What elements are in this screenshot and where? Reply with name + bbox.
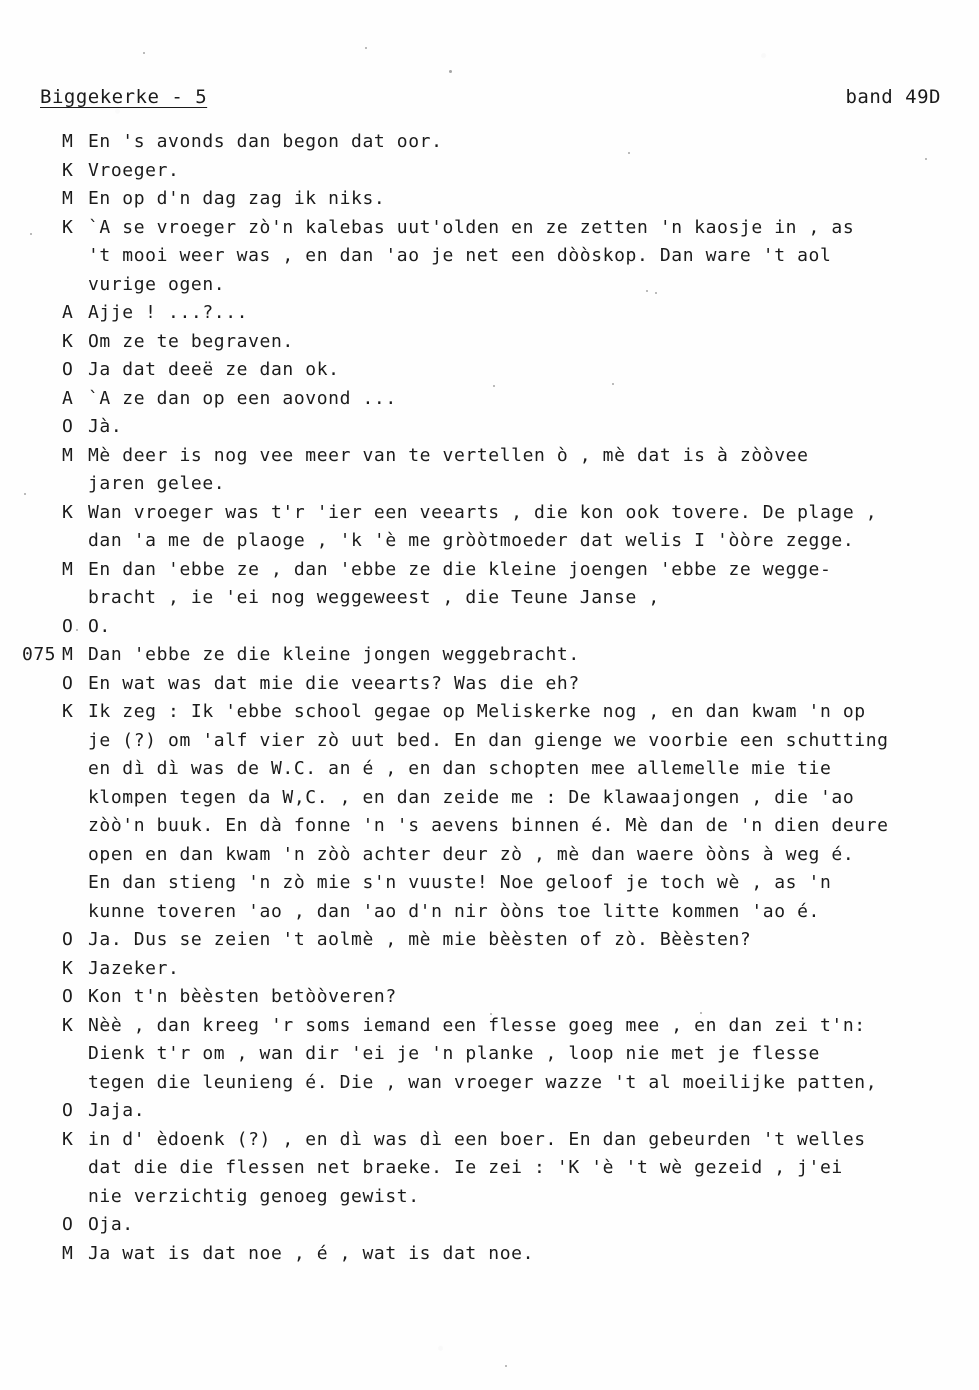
speaker-label: K (62, 330, 73, 352)
speaker-label: O (62, 1100, 73, 1121)
transcript-text: `A ze dan op een aovond ... (88, 387, 397, 409)
transcript-text: jaren gelee. (88, 473, 226, 494)
transcript-text: Jazeker. (88, 957, 180, 979)
speck (30, 233, 32, 235)
speaker-label: M (62, 131, 73, 152)
speck (143, 52, 145, 54)
speck (24, 493, 26, 495)
speaker-label: K (62, 701, 73, 722)
speaker-label: K (62, 159, 73, 181)
transcript-line (0, 413, 979, 442)
transcript-text: Dienk t'r om , wan dir 'ei je 'n planke , loop nie met je flesse (88, 1043, 820, 1064)
transcript-text: Nèè , dan kreeg 'r soms iemand een flesse goeg mee , en dan zei t'n: (88, 1014, 866, 1036)
transcript-line (0, 356, 979, 385)
transcript-text: Mè deer is nog vee meer van te vertellen ò , mè dat is à zòòvee (88, 444, 809, 466)
transcript-line (0, 157, 979, 186)
speaker-label: M (62, 644, 73, 665)
speaker-label: O (62, 615, 73, 637)
transcript-line (0, 442, 979, 471)
speck (449, 70, 452, 73)
transcript-line (0, 1069, 979, 1098)
transcript-line (0, 898, 979, 927)
transcript-text: tegen die leunieng é. Die , wan vroeger wazze 't al moeilijke patten, (88, 1071, 878, 1093)
transcript-body (0, 128, 979, 1268)
transcript-text: open en dan kwam 'n zòò achter deur zò , mè dan waere òòns à weg é. (88, 843, 855, 865)
transcript-line (0, 670, 979, 699)
transcript-line (0, 214, 979, 243)
transcript-text: nie verzichtig genoeg gewist. (88, 1185, 420, 1207)
transcript-text: bracht , ie 'ei nog weggeweest , die Teune Janse , (88, 587, 660, 608)
transcript-text: En op d'n dag zag ik niks. (88, 188, 386, 209)
speaker-label: M (62, 444, 73, 466)
transcript-line (0, 584, 979, 613)
transcript-text: Jaja. (88, 1100, 146, 1121)
speaker-label: O (62, 1214, 73, 1235)
speaker-label: O (62, 672, 73, 694)
speck (490, 1013, 492, 1015)
transcript-line (0, 841, 979, 870)
transcript-line (0, 1126, 979, 1155)
speaker-label: O (62, 416, 73, 437)
speaker-label: A (62, 302, 73, 323)
transcript-line (0, 242, 979, 271)
speck (505, 1365, 507, 1367)
speaker-label: A (62, 387, 73, 409)
transcript-text: En dan stieng 'n zò mie s'n vuuste! Noe geloof je toch wè , as 'n (88, 872, 832, 893)
transcript-line (0, 328, 979, 357)
transcript-line (0, 1211, 979, 1240)
speaker-label: O (62, 359, 73, 380)
transcript-text: zòò'n buuk. En dà fonne 'n 's aevens binnen é. Mè dan de 'n dien deure (88, 815, 889, 836)
transcript-line (0, 727, 979, 756)
transcript-line (0, 128, 979, 157)
transcript-text: Om ze te begraven. (88, 330, 294, 352)
transcript-text: Ja dat deeë ze dan ok. (88, 359, 340, 380)
transcript-text: Jà. (88, 416, 123, 437)
transcript-line (0, 499, 979, 528)
transcript-line (0, 784, 979, 813)
speck (76, 629, 78, 631)
speaker-label: K (62, 216, 73, 238)
transcript-text: En dan 'ebbe ze , dan 'ebbe ze die kleine joengen 'ebbe ze wegge- (88, 558, 832, 580)
transcript-text: Vroeger. (88, 159, 180, 181)
transcript-text: klompen tegen da W,C. , en dan zeide me : De klawaajongen , die 'ao (88, 786, 855, 808)
speaker-label: O (62, 986, 73, 1007)
transcript-text: Kon t'n bèèsten betòòveren? (88, 986, 397, 1007)
transcript-line (0, 755, 979, 784)
transcript-line (0, 1240, 979, 1269)
band-label: band 49D (845, 86, 941, 108)
speaker-label: M (62, 1242, 73, 1264)
transcript-text: Dan 'ebbe ze die kleine jongen weggebracht. (88, 644, 580, 665)
transcript-text: En 's avonds dan begon dat oor. (88, 131, 443, 152)
transcript-text: kunne toveren 'ao , dan 'ao d'n nir òòns toe litte kommen 'ao é. (88, 900, 820, 922)
transcript-text: en dì dì was de W.C. an é , en dan schopten mee allemelle mie tie (88, 758, 832, 779)
transcript-text: Oja. (88, 1214, 134, 1235)
speaker-label: M (62, 558, 73, 580)
transcript-line (0, 926, 979, 955)
speck (655, 292, 657, 294)
transcript-text: Ja. Dus se zeien 't aolmè , mè mie bèèsten of zò. Bèèsten? (88, 929, 752, 950)
transcript-line (0, 698, 979, 727)
transcript-line (0, 527, 979, 556)
transcript-line (0, 641, 979, 670)
transcript-line (0, 1040, 979, 1069)
transcript-line (0, 556, 979, 585)
transcript-text: `A se vroeger zò'n kalebas uut'olden en ze zetten 'n kaosje in , as (88, 216, 855, 238)
speaker-label: K (62, 957, 73, 979)
transcript-text: 't mooi weer was , en dan 'ao je net een dòòskop. Dan ware 't aol (88, 245, 832, 266)
transcript-line (0, 299, 979, 328)
page-title: Biggekerke - 5 (40, 86, 208, 108)
transcript-line (0, 955, 979, 984)
transcript-line (0, 1183, 979, 1212)
transcript-line (0, 271, 979, 300)
transcript-line (0, 1097, 979, 1126)
speaker-label: M (62, 188, 73, 209)
speaker-label: K (62, 1128, 73, 1150)
transcript-line (0, 1012, 979, 1041)
speck (700, 1012, 702, 1014)
speck (365, 47, 367, 49)
transcript-text: dan 'a me de plaoge , 'k 'è me gròòtmoeder dat welis I 'òòre zegge. (88, 530, 855, 551)
transcript-line (0, 470, 979, 499)
transcript-text: vurige ogen. (88, 273, 226, 295)
line-number: 075 (21, 644, 56, 665)
transcript-line (0, 613, 979, 642)
speaker-label: K (62, 501, 73, 523)
transcript-line (0, 1154, 979, 1183)
transcript-text: je (?) om 'alf vier zò uut bed. En dan gienge we voorbie een schutting (88, 729, 889, 751)
speck (612, 383, 614, 385)
speaker-label: O (62, 929, 73, 950)
transcript-text: Wan vroeger was t'r 'ier een veearts , die kon ook tovere. De plage , (88, 501, 878, 523)
speck (925, 158, 927, 160)
page-header (0, 86, 979, 116)
speck (628, 152, 630, 154)
transcript-text: En wat was dat mie die veearts? Was die eh? (88, 672, 580, 694)
transcript-text: O. (88, 615, 111, 637)
transcript-line (0, 185, 979, 214)
transcript-text: Ja wat is dat noe , é , wat is dat noe. (88, 1242, 535, 1264)
transcript-text: in d' èdoenk (?) , en dì was dì een boer. En dan gebeurden 't welles (88, 1128, 866, 1150)
speaker-label: K (62, 1014, 73, 1036)
transcript-line (0, 812, 979, 841)
transcript-text: dat die die flessen net braeke. Ie zei : 'K 'è 't wè gezeid , j'ei (88, 1157, 843, 1178)
speck (493, 385, 495, 387)
transcript-line (0, 385, 979, 414)
transcript-line (0, 869, 979, 898)
transcript-line (0, 983, 979, 1012)
transcript-text: Ajje ! ...?... (88, 302, 249, 323)
transcript-text: Ik zeg : Ik 'ebbe school gegae op Meliskerke nog , en dan kwam 'n op (88, 701, 866, 722)
speck (646, 290, 648, 292)
